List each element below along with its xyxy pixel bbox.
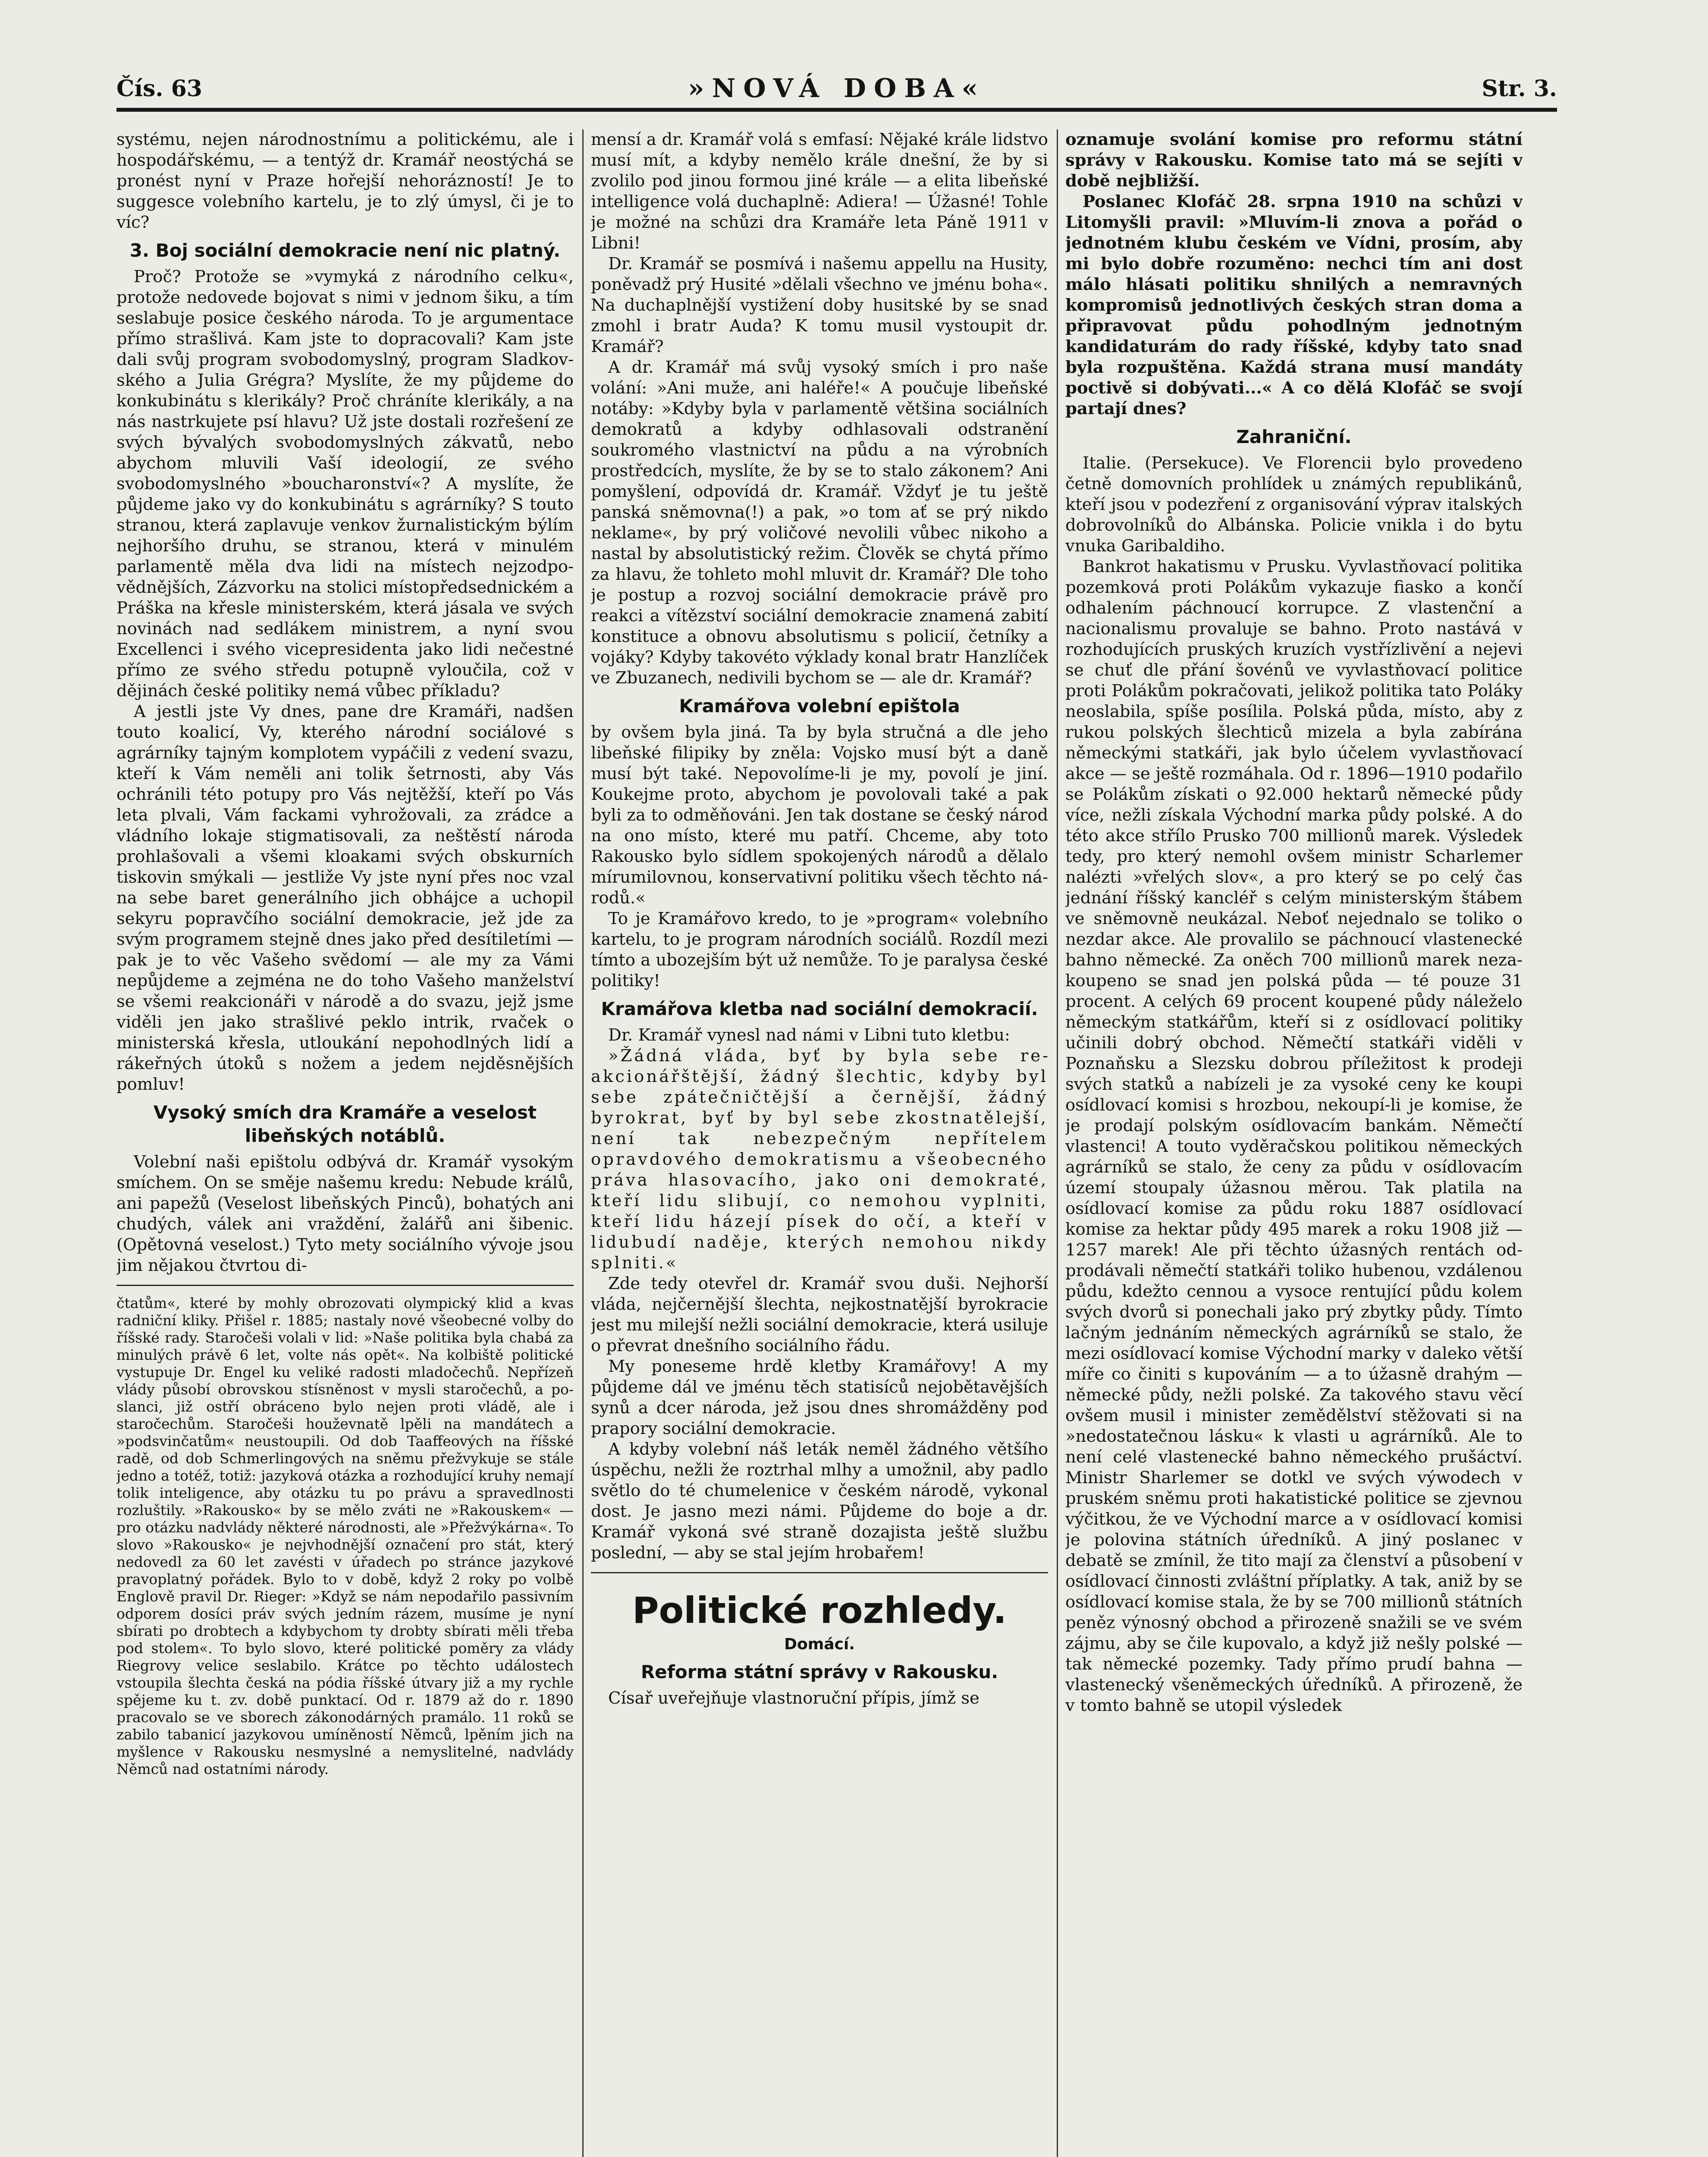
article-paragraph: Dr. Kramář vynesl nad námi v Libni tuto kletbu: <box>608 1025 1010 1045</box>
article-paragraph: Bankrot hakatismu v Prusku. Vyvlastňovací politika pozemková proti Polákům vykazuje fiasko a končí odhalením páchnoucí korrupce. Z vlastenční a nacionalismu provaluje se bahno. Proto nastává v rozhodujících pruských kruzích vystřízlivění a nejevi se chuť dle přání šovénů ve vyvlastňovací politice proti Polákům pokračovati, jelikož politika tato Poláky neoslabila, spíše posílila. Polská půda, místo, aby z rukou polských šlechticů mizela a byla zabírána německými statkáři, jak bylo účelem vyvlastňovací akce — se ještě rozmáhala. Od r. 1896—1910 podařilo se Polákům získati o 92.000 hektarů německé půdy více, nežli získala Východní marka půdy polské. A do této akce střílo Prusko 700 millionů marek. Výsledek tedy, pro který nemohl ovšem ministr Scharlemer nalézti »vřelých slov«, a pro který se po celý čas jednání říšský kancléř s celým ministerským štábem ve sněmovně neukázal. Neboť nejednalo se toliko o nezdar akce. Ale provalilo se páchnoucí vlastenecké bahno německé. Za oněch 700 millionů marek nezakoupeno se snad jen polská půda — té pouze 31 procent. A celých 69 procent koupené půdy náleželo německým statkářům, kteří si z osídlovací politiky učinili dobrý obchod. Němečtí statkáři viděli v Poznaňsku a Slezsku dobrou příležitost k prodeji svých statků a nabízeli je za vysoké ceny ke koupi osídlovací komisi s hrozbou, nekoupí-li je komise, že je prodají polským osídlovacím bankám. Němečtí vlastenci! A touto vyděračskou politikou německých agrárníků se stalo, že ceny za půdu v osídlovacím území stoupaly úžasnou měrou. Tak platila na osídlovací komise za půdu roku 1887 osídlovací komise za hektar půdy 495 marek a roku 1908 již — 1257 marek! Ale při těchto úžasných rentách odprodávali němečtí statkáři toliko hubenou, vzdálenou půdu, kdežto cennou a vysoce rentující půdu kolem svých dvorů si ponechali jako prý zbytky půdy. Tímto lačným jednáním německých agrárníků se stalo, že mezi osídlovací komise Východní marky v daleko větší míře co činiti s kupováním — a to úžasně drahým — německé půdy, nežli polské. Za takového stavu věcí ovšem musil i minister zemědělství stěžovati si na »nedostatečnou lásku« k vlasti u agrárníků. Ale to není celé vlastenecké bahno německého prušáctví. Ministr Sharlemer se dotkl ve svých výwodech v pruském sněmu proti hakatistické politice se zjevnou výčitkou, že ve Východní marce a v osídlovací komisi je polovina státních úředníků. A jiný poslanec v debatě se zmínil, že tito mají za členství a působení v osídlovací činnosti zvláštní příplatky. A tak, aniž by se osídlovací komise stala, že by se 700 millionů státních peněz výnosný obchod a přirozeně snažili se ve svém zájmu, aby se čile kupovalo, a když již nešly polské — tak německé pozemky. Tady přímo prudí bahna — vlastenecký všeněmeckých úředníků. A přirozeně, že v tomto bahně se utopil výsledek <box>1065 557 1523 1715</box>
article-paragraph: A jestli jste Vy dnes, pane dre Kramáři, nadšen touto koalicí, Vy, kterého národní sociálové s agrárníky tajným komplotem vypáčili z vedení svazu, kteří k Vám neměli ani tolik šetrnosti, aby Vás ochránili této potupy pro Vás nejtěžší, kteří po Vás leta plvali, Vám fackami vyhrožovali, za zrádce a vládního lokaje stigmatisovali, za neštěstí národa prohlašovali a všemi kloakami svých obskurních tiskovin smýkali — jestliže Vy jste nyní přes noc vzal na sebe baret generálního jich obhájce a uchopil sekyru popravčího sociální demokracie, jež jde za svým programem stejně dnes jako před desítiletími — pak je to věc Vašeho svědomí — ale my za Vámi nepůjdeme a zejména ne do toho Vašeho manželství se všemi reakcionáři v národě a do svazu, jejž jsme viděli jen jako strašlivé peklo intrik, rvaček o ministerská křesla, utloukání nepohodlných lidí a rákeřných útoků s nožem a jedem nejděsnějších pomluv! <box>116 702 574 1094</box>
section-heading: Vysoký smích dra Kramáře a veselost libeňských notáblů. <box>153 1102 537 1146</box>
column-2 <box>591 129 1048 2157</box>
section-heading: 3. Boj sociální demokracie není nic platný. <box>129 240 561 261</box>
article-paragraph: A dr. Kramář má svůj vysoký smích i pro naše volání: »Ani muže, ani haléře!« A poučuje libeňské notáby: »Kdyby byla v parlamentě většina sociálních demokratů a kdyby odhlasovali odstranění soukromého vlastnictví na půdu a na výrobních prostředcích, myslíte, že by se to stalo zákonem? Ani pomyšlení, odpovídá dr. Kramář. Vždyť je tu ještě panská sněmovna(!) a pak, »o tom ať se prý nikdo neklame«, by prý voličové nevolili vůbec nikoho a nastal by absolutistický režim. Člověk se chytá přímo za hlavu, že tohleto mohl mluvit dr. Kramář? Dle toho je postup a rozvoj sociální demokracie právě pro reakci a vítězství sociální demokracie znamená zabití konstituce a obnovu absolutismu s policií, četníky a vojáky? Kdyby takovéto výklady konal bratr Hanzlíček ve Zbuzanech, nedivili bychom se — ale dr. Kramář? <box>591 358 1048 688</box>
article-paragraph: Proč? Protože se »vymyká z národního celku«, protože nedovede bojovat s nimi v jednom šiku, a tím seslabuje posice českého národa. To je argumentace přímo strašlivá. Kam jste to dopracovali? Kam jste dali svůj program svobodomyslný, program Sladkovského a Julia Grégra? Myslíte, že my půjdeme do konkubinátu s klerikály? Proč chráníte klerikály, a na nás nastrkujete psí hlavu? Už jste dostali rozřešení ze svých bývalých svobodomyslných zákvatů, nebo abychom mluvili Vaší ideologií, ze svého svobodomyslného »boucharonství«? A myslíte, že půjdeme jako vy do konkubinátu s agrárníky? S touto stranou, která zaplavuje venkov žurnalistickým býlím nejhoršího druhu, se stranou, která v minulém parlamentě měla dva lidi na místech nejzodpovědnějších, Zázvorku na stolici místopředsednickém a Práška na křesle ministerském, která jásala ve svých novinách nad sedlákem ministrem, a nyní svou Excellenci i svého vicepresidenta jako lidi nečestné přímo ze svého středu potupně vyloučila, což v dějinách české politiky nemá vůbec příkladu? <box>116 267 574 701</box>
article-paragraph: by ovšem byla jiná. Ta by byla stručná a dle jeho libeňské filipiky by zněla: Vojsko musí být a daně musí být také. Nepovolíme-li je my, povolí je jiní. Koukejme proto, abychom je povolovali také a pak byli za to odměňováni. Jen tak dostane se český národ na ono místo, které mu patří. Chceme, aby toto Rakousko bylo sídlem spokojených národů a dělalo mírumilovnou, konservativní politiku všech těchto národů.« <box>591 723 1048 908</box>
article-paragraph: Císař uveřejňuje vlastnoruční přípis, jímž se <box>608 1688 980 1708</box>
article-paragraph: Zde tedy otevřel dr. Kramář svou duši. Nejhorší vláda, nejčernější šlechta, nejkostnatější byrokracie jest mu milejší nežli sociální demokracie, která usiluje o převrat dnešního sociálního řádu. <box>591 1274 1048 1355</box>
column-1 <box>116 129 574 2157</box>
header-rule <box>116 108 1557 112</box>
section-heading: Reforma státní správy v Rakousku. <box>640 1661 998 1682</box>
column-divider <box>582 129 584 2157</box>
article-paragraph: Italie. (Persekuce). Ve Florencii bylo provedeno četně domovních prohlídek u známých republikánů, kteří jsou v podezření z organisování výprav italských dobrovolníků do Albánska. Policie vnikla i do bytu vnuka Garibaldiho. <box>1065 453 1523 556</box>
section-heading: Kramářova volební epištola <box>679 695 960 717</box>
section-heading: Zahraniční. <box>1236 426 1352 447</box>
feuilleton-text: čtatům«, které by mohly obrozovati olympický klid a kvas radniční kliky. Přišel r. 1885; nastaly nové všeobecné volby do říšské rady. Staročeši volali v lid: »Naše politika byla chabá za minulých právě 6 let, volte nás opět«. Na kolbiště politické vystupuje Dr. Engel ku veliké radosti mladočechů. Nepřízeň vlády působí obrovskou stísněnost v mysli staročechů, a poslanci, již ostří obráceno bylo nejen proti vládě, ale i staročechům. Staročeši houževnatě lpěli na mandátech a »podsvinčatům« neustoupili. Od dob Taaffeových na říšské radě, od dob Schmerlingových na sněmu přežvykuje se stále jedno a totéž, totiž: jazyková otázka a rozhodující kruhy nemají tolik inteligence, aby otázku tu po právu a spravedlnosti rozluštily. »Rakousko« by se mělo zváti ne »Rakouskem« — pro otázku nadvlády některé národnosti, ale »Přežvýkárna«. To slovo »Rakousko« je nejvhodnější označení pro stát, který nedovedl za 60 let zavésti v úřadech po stránce jazykové pravoplatný pořádek. Bylo to v době, když 2 roky po volbě Englově pravil Dr. Rieger: »Když se nám nepodařilo passivním odporem dosíci práv svých jedním rázem, musíme je nyní sbírati po drobtech a kdybychom ty drobty sbírati měli třeba pod stolem«. To bylo slovo, které politické poměry za vlády Riegrovy velice seslabilo. Krátce po těchto událostech vstoupila šlechta česká na pódia říšské útvary již a my rychle spějeme ku t. zv. době punktací. Od r. 1879 až do r. 1890 pracovalo se ve sborech zákonodárných pramálo. 11 roků se zabilo tabanicí jazykovou umíněností Němců, lpěním jich na myšlence v Rakousku nesmyslné a nemyslitelné, nadvlády Němců nad ostatními národy. <box>116 1295 574 1777</box>
section-heading: Kramářova kletba nad sociální demokracií. <box>601 998 1038 1019</box>
article-paragraph: To je Kramářovo kredo, to je »program« volebního kartelu, to je program národních sociálů. Rozdíl mezi tímto a ubozejším být už nemůže. To je paralysa české politiky! <box>591 909 1048 990</box>
article-paragraph: Poslanec Klofáč 28. srpna 1910 na schůzi v Litomyšli pravil: »Mluvím-li znova a pořád o jednotném klubu českém ve Vídni, prosím, aby mi bylo dobře rozuměno: nechci tím ani dost málo hlásati politiku shnilých a nemravných kompromisů jednotlivých českých stran doma a připravovat půdu pohodlným jednotným kandidaturám do rady říšské, kdyby tato snad byla rozpuštěna. Každá strana musí mandáty poctivě si dobývati...« A co dělá Klofáč se svojí partají dnes? <box>1065 192 1523 418</box>
section-rule <box>591 1572 1048 1573</box>
article-paragraph: oznamuje svolání komise pro reformu státní správy v Rakousku. Komise tato má se sejíti v době nejbližší. <box>1065 130 1523 191</box>
section-subtitle: Domácí. <box>784 1635 855 1653</box>
article-paragraph: My poneseme hrdě kletby Kramářovy! A my půjdeme dál ve jménu těch statisíců nejobětavějších synů a dcer národa, jež jsou dnes shromážděny pod prapory sociální demokracie. <box>591 1357 1048 1438</box>
footnote-rule <box>116 1285 574 1286</box>
column-divider <box>1057 129 1058 2157</box>
article-paragraph: systému, nejen národnostnímu a politickému, ale i hospodářskému, — a tentýž dr. Kramář neostýchá se pronést nyní v Praze hořejší nehorázností! Je to suggesce volebního kartelu, je to zlý úmysl, či je to víc? <box>116 130 574 232</box>
issue-number: Čís. 63 <box>116 75 202 102</box>
page-header <box>116 71 1557 108</box>
article-paragraph: A kdyby volební náš leták neměl žádného většího úspěchu, nežli že roztrhal mlhy a umožnil, aby padlo světlo do té chumelenice v českém národě, vykonal dost. Je jasno mezi námi. Půjdeme do boje a dr. Kramář vykoná své straně dozajista ještě službu poslední, — aby se stal jejím hrobařem! <box>591 1440 1048 1563</box>
article-paragraph: Dr. Kramář se posmívá i našemu appellu na Husity, poněvadž prý Husité »dělali všechno ve jménu boha«. Na duchaplnější vystižení doby husitské by se snad zmohl i bratr Auda? K tomu musil vystoupit dr. Kramář? <box>591 254 1048 356</box>
page-number: Str. 3. <box>1482 75 1557 102</box>
section-title: Politické rozhledy. <box>632 1589 1007 1632</box>
masthead-title: »NOVÁ DOBA« <box>688 73 986 104</box>
quoted-paragraph: »Žádná vláda, byť by byla sebe reakcionářštější, žádný šlechtic, kdyby byl sebe zpátečničtější a černější, žádný byrokrat, byť by byl sebe zkostnatělejší, není tak nebezpečným nepřítelem opravdového demokratismu a všeobecného práva hlasovacího, jako oni demokraté, kteří lidu slibují, co nemohou vyplniti, kteří lidu házejí písek do očí, a kteří v lidubudí naděje, kterých nemohou nikdy splniti.« <box>591 1046 1048 1273</box>
article-paragraph: Volební naši epištolu odbývá dr. Kramář vysokým smíchem. On se směje našemu kredu: Nebude králů, ani papežů (Veselost libeňských Pinců), bohatých ani chudých, válek ani vraždění, žalářů ani šibenic. (Opětovná veselost.) Tyto mety sociálního vývoje jsou jim nějakou čtvrtou di- <box>116 1152 574 1275</box>
article-paragraph: mensí a dr. Kramář volá s emfasí: Nějaké krále lidstvo musí mít, a kdyby nemělo krále dnešní, že by si zvolilo pod jinou formou jiné krále — a elita libeňské intelligence volá duchaplně: Adiera! — Úžasné! Tohle je možné na schůzi dra Kramáře leta Páně 1911 v Libni! <box>591 130 1048 253</box>
column-3 <box>1065 129 1523 2157</box>
